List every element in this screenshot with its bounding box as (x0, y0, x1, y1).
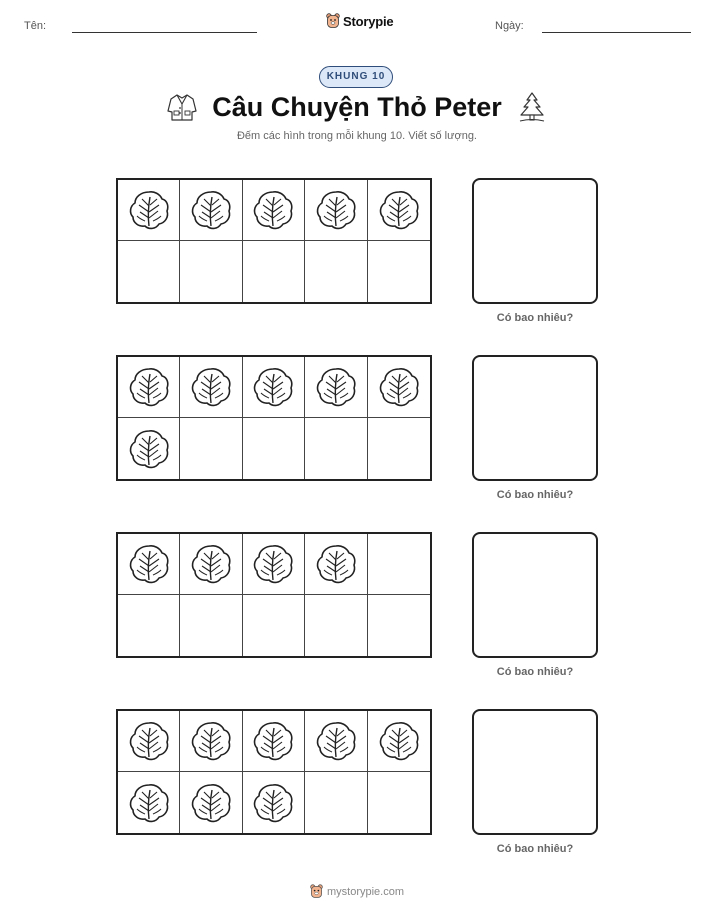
frame-cell (305, 241, 367, 302)
lettuce-icon (251, 542, 295, 586)
bear-icon (310, 884, 323, 899)
frame-cell (180, 772, 242, 833)
frame-cell (118, 711, 180, 772)
lettuce-icon (377, 365, 421, 409)
frame-cell (180, 357, 242, 418)
pine-tree-icon (516, 91, 548, 123)
frame-cell (305, 711, 367, 772)
lettuce-icon (251, 781, 295, 825)
frame-cell (243, 595, 305, 656)
page-title: Câu Chuyện Thỏ Peter (212, 91, 502, 122)
lettuce-icon (189, 719, 233, 763)
frame-cell (368, 534, 430, 595)
frame-cell (305, 595, 367, 656)
frame-cell (243, 241, 305, 302)
lettuce-icon (189, 365, 233, 409)
frame-cell (368, 357, 430, 418)
frame-cell (180, 595, 242, 656)
frame-cell (305, 357, 367, 418)
lettuce-icon (127, 365, 171, 409)
frame-cell (118, 418, 180, 479)
frame-cell (368, 418, 430, 479)
frame-cell (180, 180, 242, 241)
lettuce-icon (377, 719, 421, 763)
bear-icon (326, 13, 340, 29)
lettuce-icon (314, 719, 358, 763)
frame-cell (243, 180, 305, 241)
frame-cell (118, 241, 180, 302)
lettuce-icon (314, 542, 358, 586)
lettuce-icon (314, 188, 358, 232)
frame-cell (305, 772, 367, 833)
lettuce-icon (127, 188, 171, 232)
lettuce-icon (127, 719, 171, 763)
lettuce-icon (251, 188, 295, 232)
frame-cell (368, 595, 430, 656)
frame-cell (180, 711, 242, 772)
date-line[interactable] (542, 32, 691, 33)
lettuce-icon (314, 365, 358, 409)
worksheet-badge: KHUNG 10 (319, 66, 393, 88)
frame-cell (118, 772, 180, 833)
answer-box-1[interactable] (472, 178, 598, 304)
lettuce-icon (189, 542, 233, 586)
instructions: Đếm các hình trong mỗi khung 10. Viết số lượng. (236, 130, 477, 142)
ten-frame-1 (116, 178, 432, 304)
frame-cell (243, 357, 305, 418)
footer-url: mystorypie.com (326, 885, 405, 898)
answer-box-3[interactable] (472, 532, 598, 658)
frame-cell (118, 534, 180, 595)
frame-cell (118, 595, 180, 656)
frame-cell (368, 241, 430, 302)
name-line[interactable] (72, 32, 257, 33)
ten-frame-2 (116, 355, 432, 481)
lettuce-icon (377, 188, 421, 232)
frame-cell (243, 534, 305, 595)
frame-cell (118, 180, 180, 241)
frame-cell (180, 534, 242, 595)
frame-cell (180, 241, 242, 302)
frame-cell (118, 357, 180, 418)
lettuce-icon (127, 781, 171, 825)
frame-cell (305, 180, 367, 241)
answer-prompt-2: Có bao nhiêu? (496, 489, 574, 501)
lettuce-icon (189, 188, 233, 232)
lettuce-icon (189, 781, 233, 825)
date-label: Ngày: (495, 20, 524, 32)
answer-box-4[interactable] (472, 709, 598, 835)
ten-frame-4 (116, 709, 432, 835)
answer-box-2[interactable] (472, 355, 598, 481)
answer-prompt-4: Có bao nhiêu? (496, 843, 574, 855)
lettuce-icon (127, 427, 171, 471)
frame-cell (368, 711, 430, 772)
jacket-icon (166, 91, 198, 123)
lettuce-icon (251, 365, 295, 409)
name-label: Tên: (24, 20, 47, 32)
frame-cell (180, 418, 242, 479)
title-row (0, 88, 714, 126)
answer-prompt-1: Có bao nhiêu? (496, 312, 574, 324)
frame-cell (243, 711, 305, 772)
lettuce-icon (127, 542, 171, 586)
frame-cell (305, 418, 367, 479)
ten-frame-3 (116, 532, 432, 658)
frame-cell (243, 772, 305, 833)
frame-cell (368, 772, 430, 833)
answer-prompt-3: Có bao nhiêu? (496, 666, 574, 678)
brand-name: Storypie (343, 13, 394, 29)
lettuce-icon (251, 719, 295, 763)
frame-cell (305, 534, 367, 595)
frame-cell (243, 418, 305, 479)
frame-cell (368, 180, 430, 241)
footer (0, 884, 714, 899)
brand-logo (326, 13, 393, 29)
